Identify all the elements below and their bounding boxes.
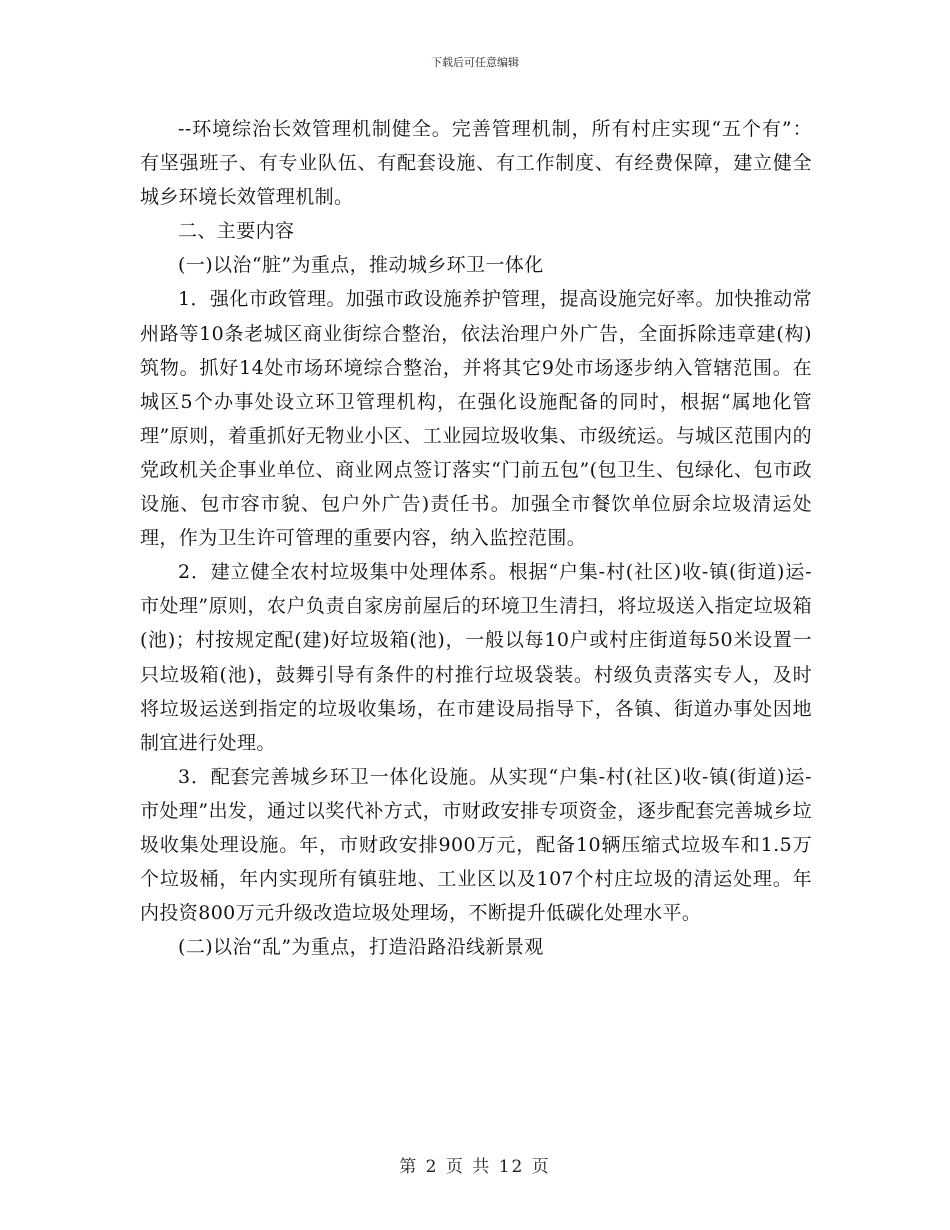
paragraph: 1．强化市政管理。加强市政设施养护管理，提高设施完好率。加快推动常州路等10条老城区商业街综合整治，依法治理户外广告，全面拆除违章建(构)筑物。抓好14处市场环境综合整治，并将其它9处市场逐步纳入管辖范围。在城区5个办事处设立环卫管理机构，在强化设施配备的同时，根据“属地化管理”原则，着重抓好无物业小区、工业园垃圾收集、市级统运。与城区范围内的党政机关企事业单位、商业网点签订落实“门前五包”(包卫生、包绿化、包市政设施、包市容市貌、包户外广告)责任书。加强全市餐饮单位厨余垃圾清运处理，作为卫生许可管理的重要内容，纳入监控范围。 [140,288,812,550]
document-body [140,112,812,964]
subsection-heading: (二)以治“乱”为重点，打造沿路沿线新景观 [178,936,544,959]
paragraph: --环境综治长效管理机制健全。完善管理机制，所有村庄实现“五个有”：有坚强班子、有专业队伍、有配套设施、有工作制度、有经费保障，建立健全城乡环境长效管理机制。 [140,118,812,209]
page-number-footer: 第 2 页 共 12 页 [399,1157,551,1177]
page-header-note: 下载后可任意编辑 [431,56,519,69]
section-heading: 二、主要内容 [178,220,295,243]
subsection-heading: (一)以治“脏”为重点，推动城乡环卫一体化 [178,254,544,277]
paragraph: 2．建立健全农村垃圾集中处理体系。根据“户集-村(社区)收-镇(街道)运-市处理”原则，农户负责自家房前屋后的环境卫生清扫，将垃圾送入指定垃圾箱(池)；村按规定配(建)好垃圾箱(池)，一般以每10户或村庄街道每50米设置一只垃圾箱(池)，鼓舞引导有条件的村推行垃圾袋装。村级负责落实专人，及时将垃圾运送到指定的垃圾收集场，在市建设局指导下，各镇、街道办事处因地制宜进行处理。 [140,561,812,754]
paragraph: 3．配套完善城乡环卫一体化设施。从实现“户集-村(社区)收-镇(街道)运-市处理”出发，通过以奖代补方式，市财政安排专项资金，逐步配套完善城乡垃圾收集处理设施。年，市财政安排900万元，配备10辆压缩式垃圾车和1.5万个垃圾桶，年内实现所有镇驻地、工业区以及107个村庄垃圾的清运处理。年内投资800万元升级改造垃圾处理场，不断提升低碳化处理水平。 [140,765,812,925]
